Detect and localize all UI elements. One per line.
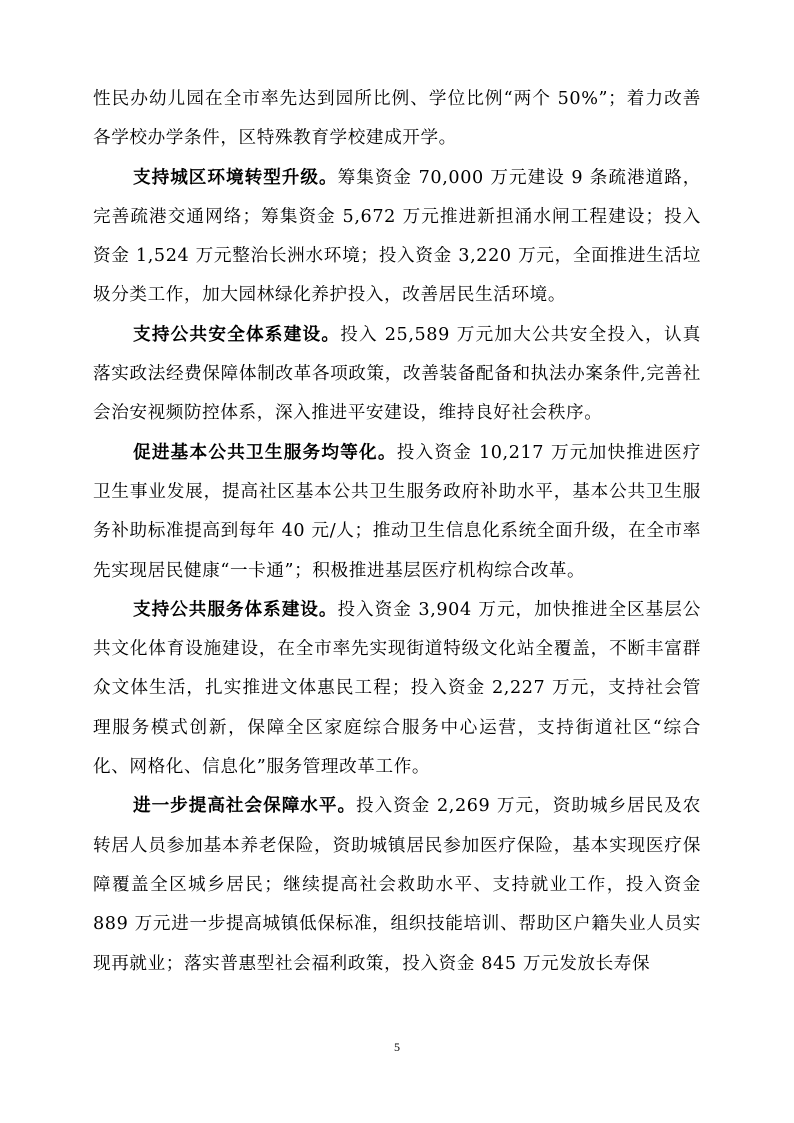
paragraph-text: 筹集资金 70,000 万元建设 9 条疏港道路，完善疏港交通网络；筹集资金 5,672 万元推进新担涌水闸工程建设；投入资金 1,524 万元整治长洲水环境；投入资金 3,220 万元，全面推进生活垃圾分类工作，加大园林绿化养护投入，改善居民生活环境。 <box>93 167 701 306</box>
paragraph-text: 投入资金 10,217 万元加快推进医疗卫生事业发展，提高社区基本公共卫生服务政府补助水平，基本公共卫生服务补助标准提高到每年 40 元/人；推动卫生信息化系统全面升级，在全市率先实现居民健康“一卡通”；积极推进基层医疗机构综合改革。 <box>93 442 702 581</box>
paragraph-heading: 支持公共服务体系建设。 <box>133 599 338 620</box>
document-page <box>93 80 701 984</box>
paragraph-social-security <box>93 787 701 983</box>
paragraph-public-safety <box>93 316 701 434</box>
paragraph-urban-environment <box>93 159 701 316</box>
paragraph-continued <box>93 80 701 159</box>
paragraph-heading: 进一步提高社会保障水平。 <box>133 796 357 817</box>
page-number: 5 <box>394 1040 400 1054</box>
paragraph-text: 性民办幼儿园在全市率先达到园所比例、学位比例“两个 50%”；着力改善各学校办学条件，区特殊教育学校建成开学。 <box>93 89 701 149</box>
paragraph-heading: 促进基本公共卫生服务均等化。 <box>133 442 397 463</box>
paragraph-text: 投入资金 3,904 万元，加快推进全区基层公共文化体育设施建设，在全市率先实现街道特级文化站全覆盖，不断丰富群众文体生活，扎实推进文体惠民工程；投入资金 2,227 万元，支持社会管理服务模式创新，保障全区家庭综合服务中心运营，支持街道社区“综合化、网格化、信息化”服务管理改革工作。 <box>93 599 702 778</box>
paragraph-text: 投入资金 2,269 万元，资助城乡居民及农转居人员参加基本养老保险，资助城镇居民参加医疗保险，基本实现医疗保障覆盖全区城乡居民；继续提高社会救助水平、支持就业工作，投入资金 889 万元进一步提高城镇低保标准，组织技能培训、帮助区户籍失业人员实现再就业；落实普惠型社会福利政策，投入资金 845 万元发放长寿保 <box>93 796 701 974</box>
paragraph-text: 投入 25,589 万元加大公共安全投入，认真落实政法经费保障体制改革各项政策，改善装备配备和执法办案条件,完善社会治安视频防控体系，深入推进平安建设，维持良好社会秩序。 <box>93 324 701 424</box>
paragraph-heading: 支持公共安全体系建设。 <box>133 324 341 345</box>
paragraph-heading: 支持城区环境转型升级。 <box>133 167 338 188</box>
paragraph-public-health <box>93 434 701 591</box>
paragraph-public-services <box>93 591 701 787</box>
